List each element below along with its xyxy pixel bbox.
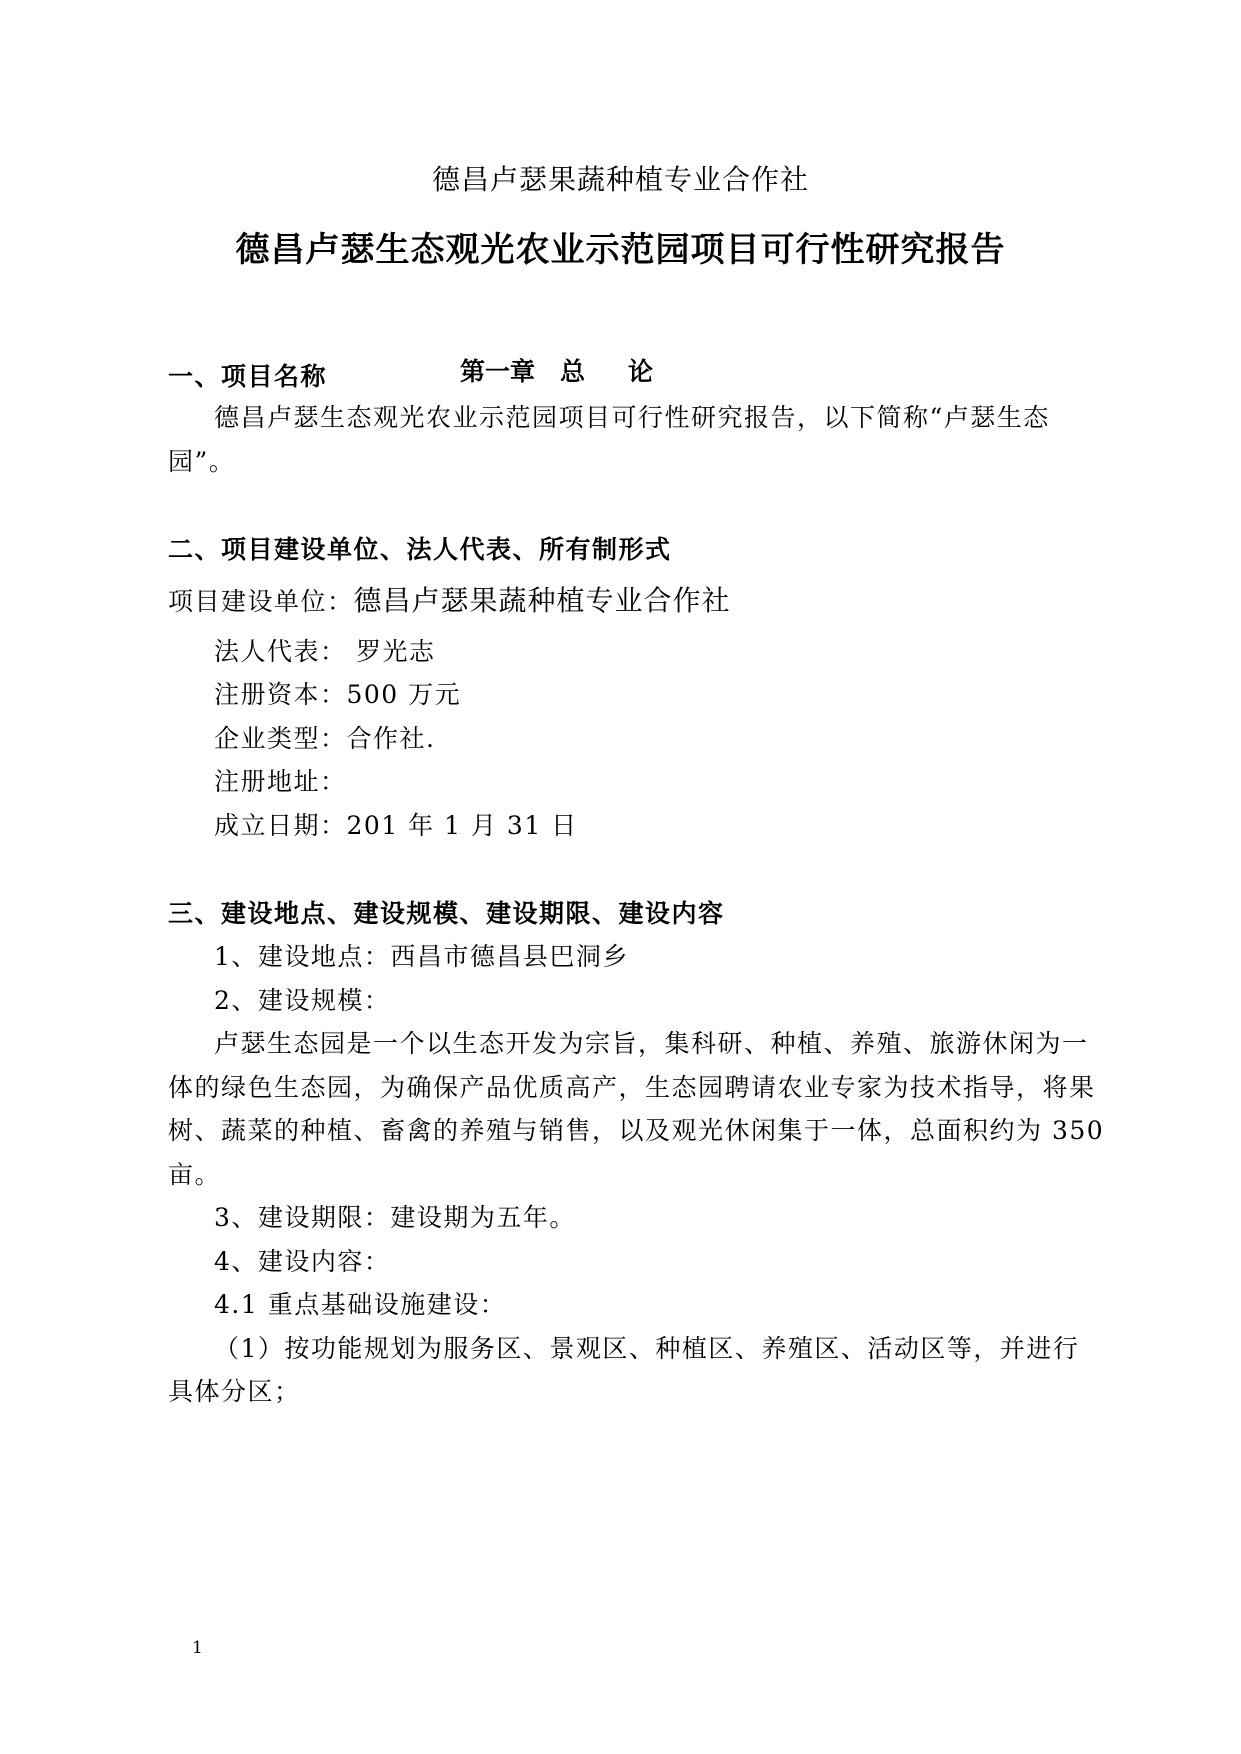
infrastructure-subheading: 4.1 重点基础设施建设： [214,1290,507,1319]
construction-content-label: 4、建设内容： [214,1247,391,1276]
construction-unit-label: 项目建设单位： [168,587,354,616]
content-item-1-line-1: （1）按功能规划为服务区、景观区、种植区、养殖区、活动区等，并进行 [214,1334,1080,1363]
legal-representative: 法人代表： 罗光志 [214,637,436,666]
scale-paragraph-line-1: 卢瑟生态园是一个以生态开发为宗旨，集科研、种植、养殖、旅游休闲为一 [214,1029,1089,1058]
chapter-word-1: 总 [560,357,586,386]
registered-capital: 注册资本：500 万元 [214,680,462,709]
scale-paragraph-line-3: 树、蔬菜的种植、畜禽的养殖与销售，以及观光休闲集于一体，总面积约为 350 [168,1116,1105,1145]
content-item-1-line-2: 具体分区； [168,1377,301,1406]
section-3-heading: 三、建设地点、建设规模、建设期限、建设内容 [168,899,725,928]
report-title: 德昌卢瑟生态观光农业示范园项目可行性研究报告 [235,230,1006,270]
section-1-paragraph-line-2: 园”。 [168,447,236,476]
chapter-prefix: 第一章 [460,357,536,386]
scale-paragraph-line-2: 体的绿色生态园，为确保产品优质高产，生态园聘请农业专家为技术指导，将果 [168,1073,1096,1102]
construction-unit-value: 德昌卢瑟果蔬种植专业合作社 [353,584,731,617]
section-2-heading: 二、项目建设单位、法人代表、所有制形式 [168,535,672,564]
construction-location: 1、建设地点：西昌市德昌县巴洞乡 [214,942,629,971]
founding-date: 成立日期：201 年 1 月 31 日 [214,811,578,840]
enterprise-type: 企业类型：合作社. [214,724,436,753]
organization-title: 德昌卢瑟果蔬种植专业合作社 [431,163,809,196]
registered-address: 注册地址： [214,767,347,796]
scale-paragraph-line-4: 亩。 [168,1160,222,1189]
page-number: 1 [192,1638,203,1658]
chapter-word-2: 论 [628,357,654,386]
construction-unit-line [168,585,731,618]
section-1-paragraph-line-1: 德昌卢瑟生态观光农业示范园项目可行性研究报告，以下简称“卢瑟生态 [214,403,1050,432]
section-1-heading: 一、项目名称 [168,362,328,391]
construction-period: 3、建设期限：建设期为五年。 [214,1203,576,1232]
construction-scale-label: 2、建设规模： [214,986,391,1015]
